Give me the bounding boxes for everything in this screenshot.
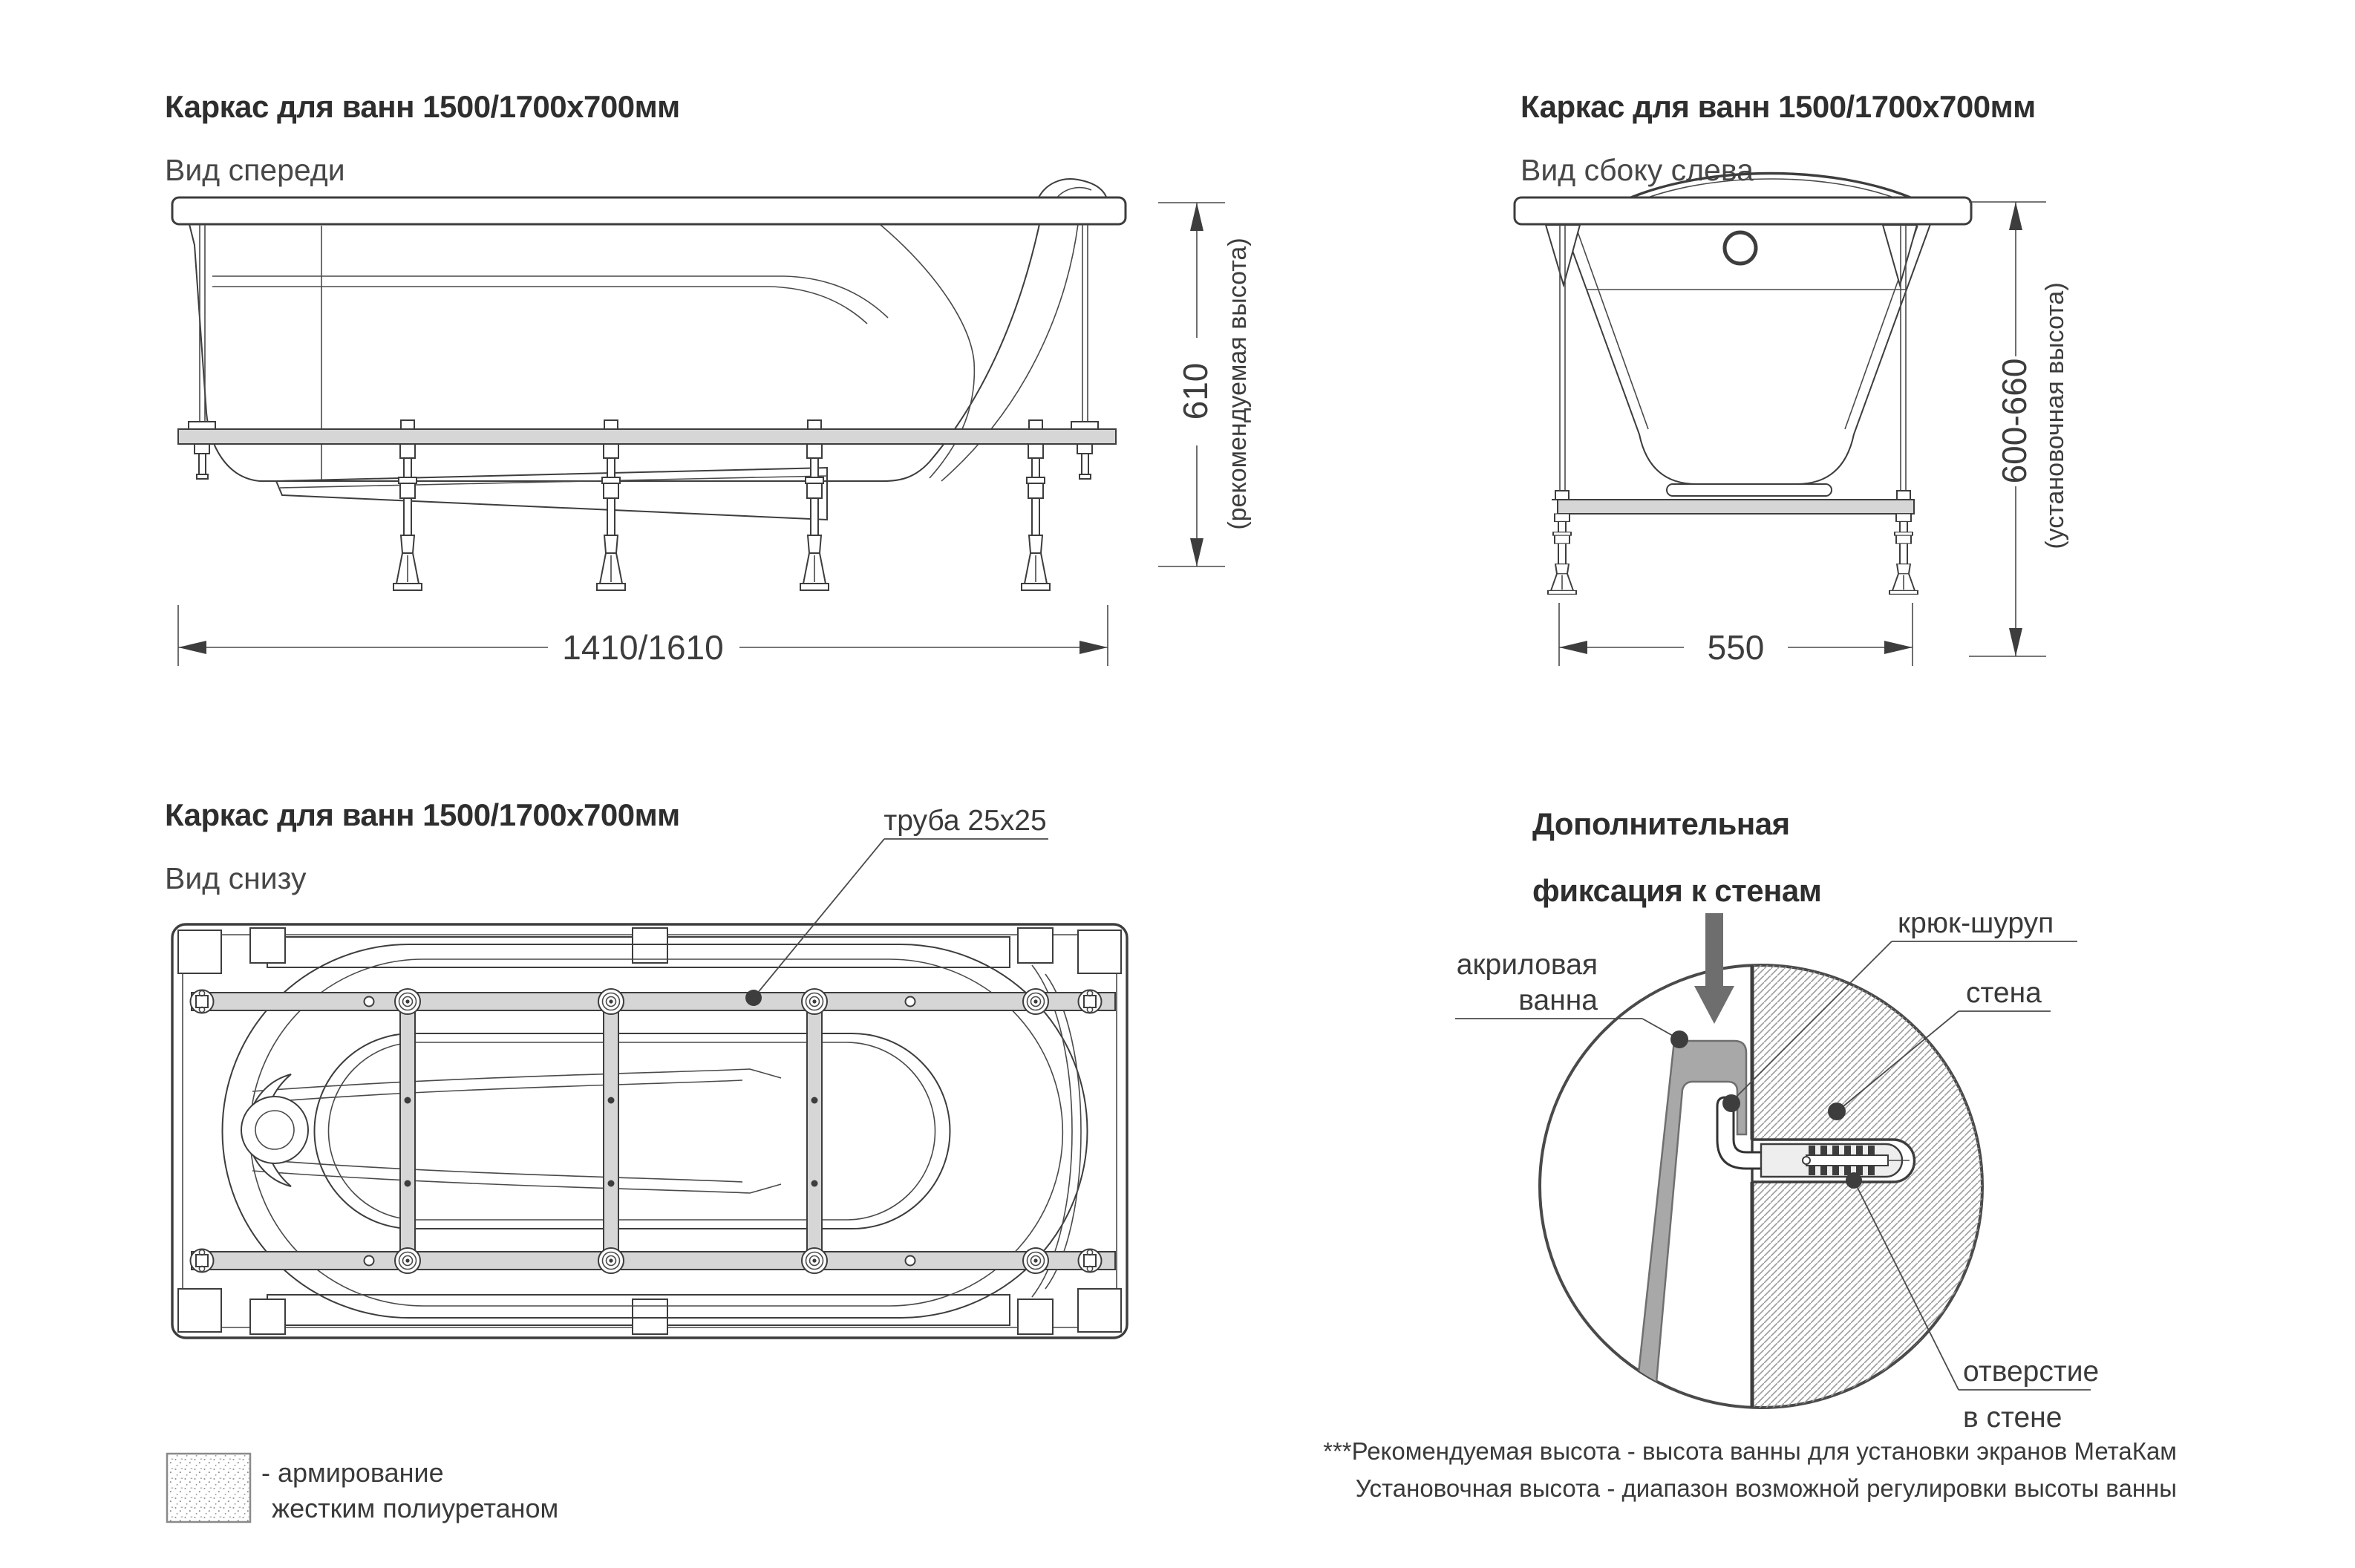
side-height-value: 600-660 — [1995, 358, 2034, 484]
front-height-note: (рекомендуемая высота) — [1224, 238, 1252, 530]
footnote-line1: ***Рекомендуемая высота - высота ванны для установки экранов МетаКам — [1323, 1437, 2177, 1465]
front-width-dimension — [178, 605, 1108, 667]
footnote — [1323, 1437, 2177, 1502]
front-leg — [393, 444, 422, 590]
footnote-line2: Установочная высота - диапазон возможной регулировки высоты ванны — [1355, 1474, 2177, 1502]
legend — [167, 1454, 558, 1523]
wall-hatch — [1752, 958, 1990, 1418]
detail-title-line1: Дополнительная — [1532, 806, 1790, 841]
plan-outer-shell — [172, 924, 1127, 1338]
front-width-value: 1410/1610 — [562, 628, 724, 667]
side-width-dimension — [1559, 603, 1913, 667]
plan-rail-bottom — [192, 1252, 1115, 1270]
side-view-subtitle: Вид сбоку слева — [1521, 153, 1754, 187]
front-frame-rail — [178, 429, 1116, 444]
plan-rail-top — [192, 993, 1115, 1010]
detail-view — [1455, 806, 2099, 1434]
detail-title-line2: фиксация к стенам — [1532, 873, 1822, 908]
legend-line1: - армирование — [261, 1457, 444, 1488]
acrylic-label-line1: акриловая — [1456, 949, 1598, 981]
front-leg — [597, 444, 625, 590]
hook-label: крюк-шуруп — [1898, 907, 2054, 939]
hole-label-line2: в стене — [1963, 1402, 2062, 1434]
plan-drain — [241, 1074, 308, 1186]
side-bottom-pad — [1667, 484, 1832, 496]
side-view-title: Каркас для ванн 1500/1700х700мм — [1521, 89, 2036, 124]
bottom-view-title: Каркас для ванн 1500/1700х700мм — [165, 797, 680, 832]
side-view — [1515, 89, 2069, 667]
front-leg — [1022, 444, 1050, 590]
hole-label-line1: отверстие — [1963, 1356, 2100, 1388]
wall-label: стена — [1966, 977, 2042, 1009]
side-leg — [1548, 514, 1576, 594]
front-height-value: 610 — [1176, 362, 1215, 420]
front-height-dimension — [1158, 203, 1252, 566]
bottom-view-subtitle: Вид снизу — [165, 861, 307, 895]
front-view — [165, 89, 1252, 667]
front-view-subtitle: Вид спереди — [165, 153, 345, 187]
side-leg — [1889, 514, 1918, 594]
bottom-view — [165, 797, 1127, 1338]
side-rim — [1515, 197, 1971, 224]
side-frame-rail — [1558, 500, 1914, 514]
legend-line2: жестким полиуретаном — [272, 1493, 559, 1523]
side-overflow-hole — [1725, 232, 1756, 264]
wall-dowel — [1761, 1144, 1910, 1177]
plan-pipe-callout — [745, 805, 1048, 1006]
pipe-label: труба 25х25 — [883, 805, 1047, 837]
legend-swatch — [167, 1454, 250, 1522]
front-rim — [172, 197, 1126, 224]
side-height-dimension — [1969, 202, 2069, 656]
front-leg — [800, 444, 829, 590]
side-width-value: 550 — [1707, 628, 1765, 667]
acrylic-label-line2: ванна — [1518, 984, 1598, 1016]
front-apron — [276, 468, 827, 520]
side-height-note: (установочная высота) — [2041, 282, 2069, 549]
front-view-title: Каркас для ванн 1500/1700х700мм — [165, 89, 680, 124]
